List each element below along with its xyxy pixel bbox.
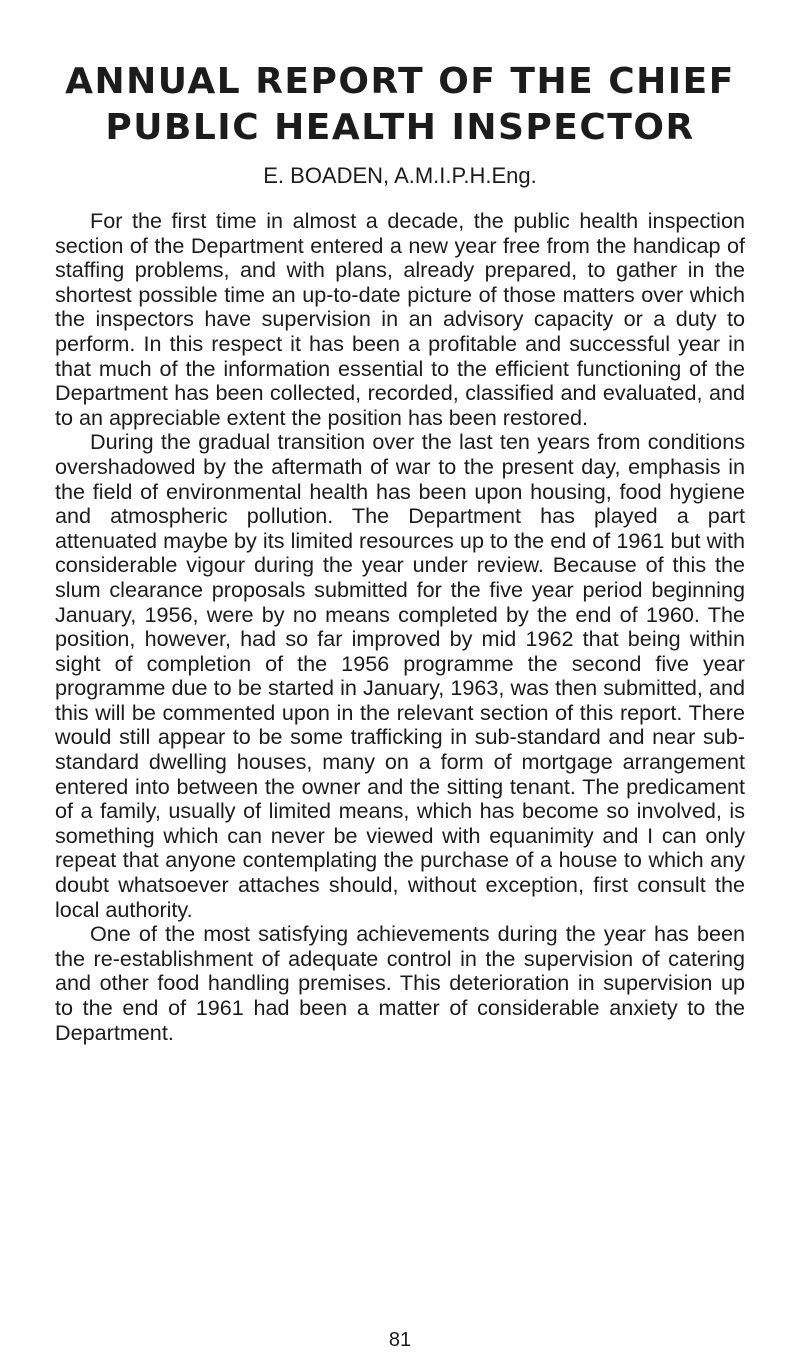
report-title-line-2: PUBLIC HEALTH INSPECTOR [105, 107, 695, 148]
page-number: 81 [388, 1329, 412, 1351]
paragraph-1: For the first time in almost a decade, the public health inspection section of the Department entered a new year free from the handicap of staffing problems, and with plans, already prepared, to gather in the shortest possible time an up-to-date picture of those matters over which the inspectors have supervision in an advisory capacity or a duty to perform. In this respect it has been a profitable and successful year in that much of the information essential to the efficient functioning of the Department has been collected, recorded, classified and evaluated, and to an appreciable extent the position has been restored. [55, 208, 745, 430]
report-title-line-1: ANNUAL REPORT OF THE CHIEF [65, 61, 735, 102]
author-byline: E. BOADEN, A.M.I.P.H.Eng. [263, 163, 537, 188]
paragraph-2: During the gradual transition over the last ten years from conditions overshadowed by the aftermath of war to the present day, emphasis in the field of environmental health has been upon housing, food hygiene and atmospheric pollution. The Department has played a part attenuated maybe by its limited resources up to the end of 1961 but with considerable vigour during the year under review. Because of this the slum clearance proposals submitted for the five year period beginning January, 1956, were by no means completed by the end of 1960. The position, however, had so far improved by mid 1962 that being within sight of completion of the 1956 programme the second five year programme due to be started in January, 1963, was then submitted, and this will be commented upon in the relevant section of this report. There would still appear to be some trafficking in sub-standard and near sub-standard dwelling houses, many on a form of mortgage arrangement entered into between the owner and the sitting tenant. The predicament of a family, usually of limited means, which has become so involved, is something which can never be viewed with equanimity and I can only repeat that anyone contemplating the purchase of a house to which any doubt whatsoever attaches should, without exception, first consult the local authority. [55, 429, 745, 922]
paragraph-3: One of the most satisfying achievements during the year has been the re-establishment of adequate control in the supervision of catering and other food handling premises. This deterioration in supervision up to the end of 1961 had been a matter of considerable anxiety to the Department. [55, 921, 745, 1045]
report-body [55, 209, 745, 1045]
